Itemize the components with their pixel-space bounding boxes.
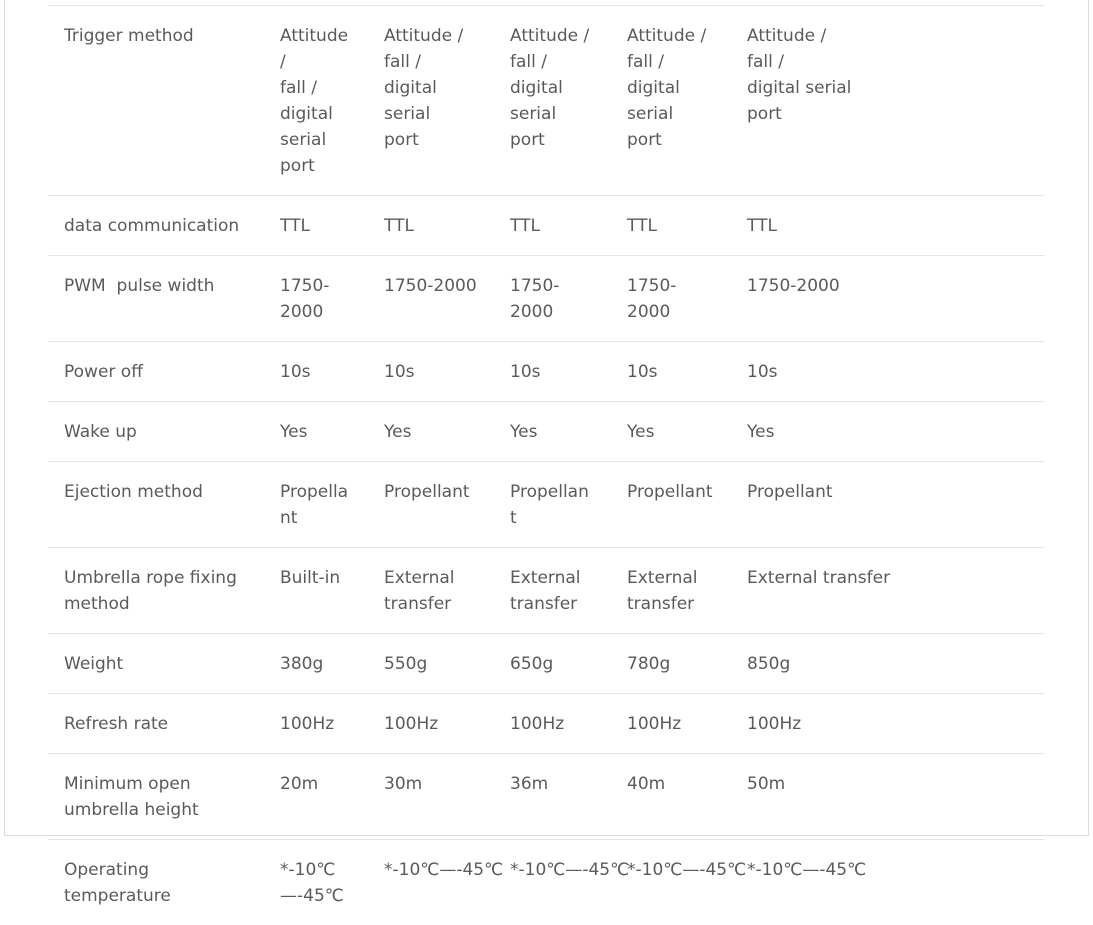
table-cell: 380g: [264, 634, 368, 694]
table-cell: TTL: [611, 196, 731, 256]
table-cell: Attitude / fall / digital serial port: [611, 6, 731, 196]
table-cell: Attitude / fall / digital serial port: [264, 6, 368, 196]
table-cell: Built-in: [264, 548, 368, 634]
table-cell: 10s: [731, 342, 1045, 402]
table-cell: TTL: [368, 196, 494, 256]
table-cell: 650g: [494, 634, 611, 694]
table-cell: Yes: [731, 402, 1045, 462]
row-label: Trigger method: [48, 6, 264, 196]
row-label: Operating temperature: [48, 840, 264, 925]
row-label: Power off: [48, 342, 264, 402]
table-cell: 780g: [611, 634, 731, 694]
table-cell: External transfer: [494, 548, 611, 634]
table-cell: *-10℃—-45℃: [494, 840, 611, 925]
specifications-table: [48, 5, 1045, 925]
table-cell: *-10℃ —-45℃: [264, 840, 368, 925]
table-cell: Yes: [368, 402, 494, 462]
table-cell: 550g: [368, 634, 494, 694]
table-cell: 1750-2000: [611, 256, 731, 342]
table-row: [48, 548, 1045, 634]
table-cell: 100Hz: [368, 694, 494, 754]
table-cell: 10s: [494, 342, 611, 402]
row-label: PWM pulse width: [48, 256, 264, 342]
table-row: [48, 6, 1045, 196]
table-cell: 10s: [368, 342, 494, 402]
table-cell: Yes: [494, 402, 611, 462]
table-cell: Attitude / fall / digital serial port: [731, 6, 1045, 196]
table-row: [48, 754, 1045, 840]
table-cell: External transfer: [731, 548, 1045, 634]
table-row: [48, 462, 1045, 548]
row-label: Wake up: [48, 402, 264, 462]
table-cell: Propellant: [731, 462, 1045, 548]
table-row: [48, 402, 1045, 462]
table-cell: 10s: [264, 342, 368, 402]
table-cell: Attitude / fall / digital serial port: [368, 6, 494, 196]
table-cell: 100Hz: [611, 694, 731, 754]
row-label: Ejection method: [48, 462, 264, 548]
table-cell: 30m: [368, 754, 494, 840]
table-cell: 100Hz: [264, 694, 368, 754]
table-row: [48, 342, 1045, 402]
table-cell: 10s: [611, 342, 731, 402]
table-cell: External transfer: [611, 548, 731, 634]
table-cell: Propellant: [494, 462, 611, 548]
table-cell: Attitude / fall / digital serial port: [494, 6, 611, 196]
table-cell: Propellant: [611, 462, 731, 548]
row-label: Refresh rate: [48, 694, 264, 754]
table-cell: *-10℃—-45℃: [611, 840, 731, 925]
table-cell: External transfer: [368, 548, 494, 634]
table-cell: 850g: [731, 634, 1045, 694]
table-cell: *-10℃—-45℃: [731, 840, 1045, 925]
table-cell: 50m: [731, 754, 1045, 840]
table-cell: 20m: [264, 754, 368, 840]
table-row: [48, 634, 1045, 694]
table-row: [48, 256, 1045, 342]
table-cell: Yes: [264, 402, 368, 462]
row-label: Weight: [48, 634, 264, 694]
table-cell: TTL: [264, 196, 368, 256]
row-label: data communication: [48, 196, 264, 256]
table-row: [48, 840, 1045, 925]
table-cell: 1750-2000: [368, 256, 494, 342]
table-cell: 1750-2000: [494, 256, 611, 342]
table-cell: Propellant: [264, 462, 368, 548]
table-row: [48, 694, 1045, 754]
table-cell: 1750-2000: [731, 256, 1045, 342]
table-cell: 40m: [611, 754, 731, 840]
table-cell: Yes: [611, 402, 731, 462]
row-label: Umbrella rope fixing method: [48, 548, 264, 634]
row-label: Minimum open umbrella height: [48, 754, 264, 840]
table-cell: 100Hz: [494, 694, 611, 754]
table-cell: 36m: [494, 754, 611, 840]
table-cell: *-10℃—-45℃: [368, 840, 494, 925]
table-cell: 100Hz: [731, 694, 1045, 754]
table-cell: Propellant: [368, 462, 494, 548]
table-cell: TTL: [494, 196, 611, 256]
table-row: [48, 196, 1045, 256]
table-cell: 1750-2000: [264, 256, 368, 342]
table-cell: TTL: [731, 196, 1045, 256]
